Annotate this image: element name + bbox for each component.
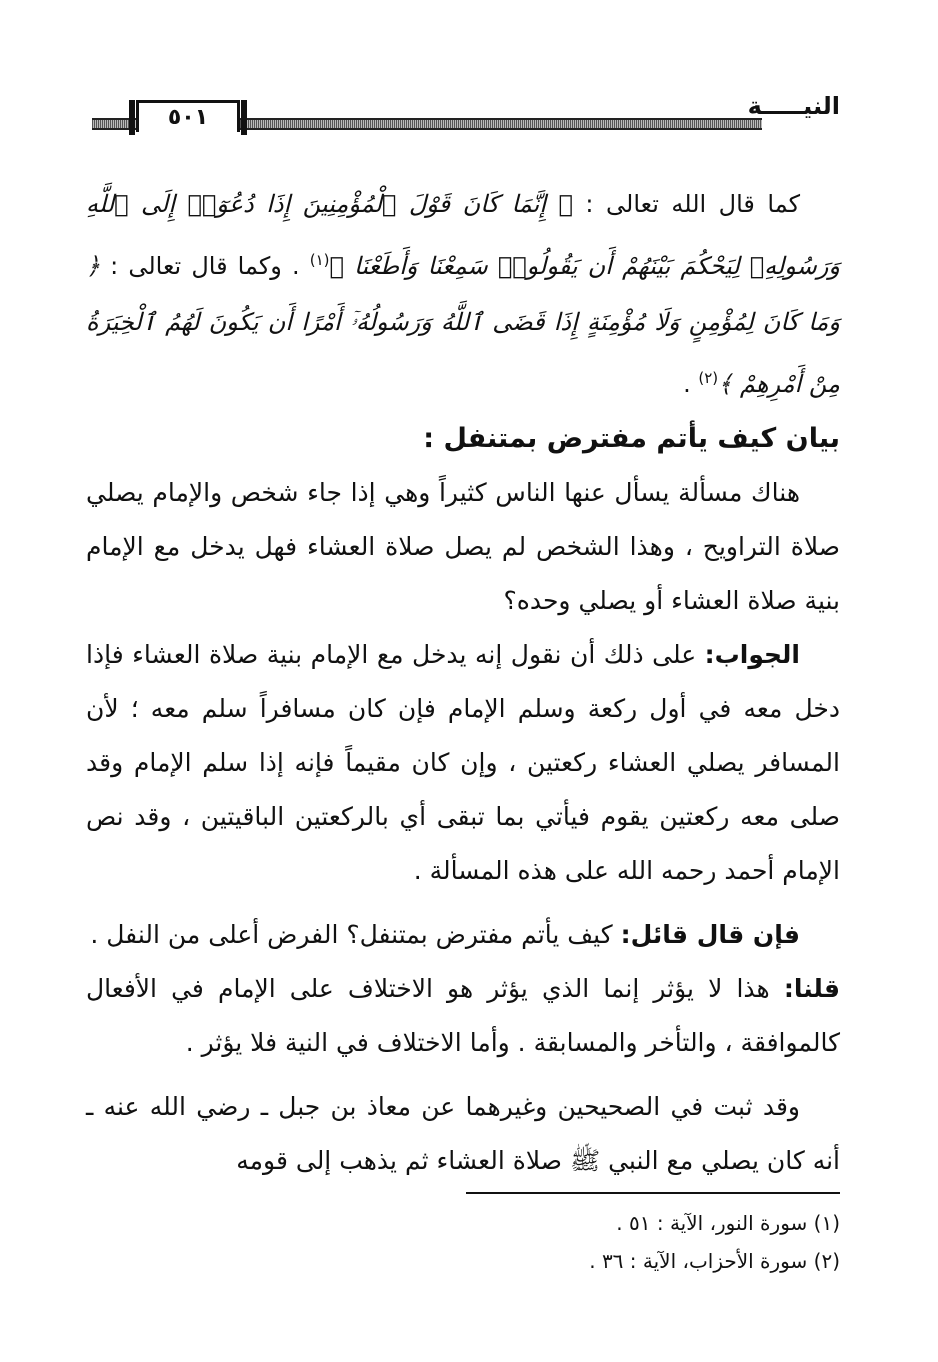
quran-verse-1: ﴿ إِنَّمَا كَانَ قَوْلَ ٱلْمُؤْمِنِينَ إِذَا دُعُوٓا۟ إِلَى ٱللَّهِ وَرَسُولِهِۦ لِيَحْكُمَ بَيْنَهُمْ أَن يَقُولُوا۟ سَمِعْنَا وَأَطَعْنَا ﴾ bbox=[86, 190, 840, 280]
paragraph-objection bbox=[86, 908, 840, 962]
footnote-ref-2[interactable]: (٢) bbox=[698, 369, 719, 387]
section-heading: بيان كيف يأتم مفترض بمتنفل : bbox=[423, 423, 840, 454]
footnotes bbox=[100, 1204, 840, 1280]
spacer bbox=[86, 1070, 840, 1080]
quran-verse-2: ﴿ وَمَا كَانَ لِمُؤْمِنٍ وَلَا مُؤْمِنَةٍ إِذَا قَضَى ٱللَّهُ وَرَسُولُهُۥٓ أَمْرًا أَن يَكُونَ لَهُمُ ٱلْخِيَرَةُ مِنْ أَمْرِهِمْ ﴾ bbox=[86, 252, 841, 398]
footnote-1: (١) سورة النور، الآية : ٥١ . bbox=[616, 1211, 840, 1235]
paragraph-reply bbox=[86, 962, 840, 1070]
footnote-ref-1[interactable]: (١) bbox=[309, 251, 330, 269]
answer-label: الجواب: bbox=[704, 640, 800, 669]
footnote-2: (٢) سورة الأحزاب، الآية : ٣٦ . bbox=[589, 1249, 840, 1273]
reply-label: قلنا: bbox=[783, 974, 840, 1003]
footnote-divider bbox=[466, 1192, 840, 1194]
objection-text: كيف يأتم مفترض بمتنفل؟ الفرض أعلى من النفل . bbox=[90, 920, 621, 949]
page-number: ٥٠١ bbox=[136, 100, 240, 132]
paragraph-hadith: وقد ثبت في الصحيحين وغيرهما عن معاذ بن جبل ـ رضي الله عنه ـ أنه كان يصلي مع النبي ﷺ صلاة العشاء ثم يذهب إلى قومه bbox=[86, 1092, 840, 1175]
paragraph-question: هناك مسألة يسأل عنها الناس كثيراً وهي إذا جاء شخص والإمام يصلي صلاة التراويح ، وهذا الشخص لم يصل صلاة العشاء فهل يدخل مع الإمام بنية صلاة العشاء أو يصلي وحده؟ bbox=[86, 478, 840, 615]
paragraph-answer bbox=[86, 628, 840, 898]
spacer bbox=[86, 898, 840, 908]
page-body bbox=[86, 176, 840, 1188]
quran-citation-paragraph bbox=[86, 176, 840, 412]
reply-text: هذا لا يؤثر إنما الذي يؤثر هو الاختلاف على الإمام في الأفعال كالموافقة ، والتأخر والمسابقة . وأما الاختلاف في النية فلا يؤثر . bbox=[86, 974, 840, 1057]
page-header bbox=[92, 92, 840, 136]
objection-label: فإن قال قائل: bbox=[620, 920, 800, 949]
citation-intro-1: كما قال الله تعالى : bbox=[572, 190, 801, 218]
citation-end: . bbox=[683, 370, 699, 398]
answer-text: على ذلك أن نقول إنه يدخل مع الإمام بنية صلاة العشاء فإذا دخل معه في أول ركعة وسلم الإمام فإن كان مسافراً سلم معه ؛ لأن المسافر يصلي العشاء ركعتين ، وإن كان مقيماً فإنه إذا سلم الإمام وقد صلى معه ركعتين يقوم فيأتي بما تبقى أي بالركعتين الباقيتين ، وقد نص الإمام أحمد رحمه الله على هذه المسألة . bbox=[86, 640, 840, 885]
citation-intro-2: . وكما قال تعالى : bbox=[100, 252, 310, 280]
chapter-title: النيـــــة bbox=[747, 92, 840, 120]
